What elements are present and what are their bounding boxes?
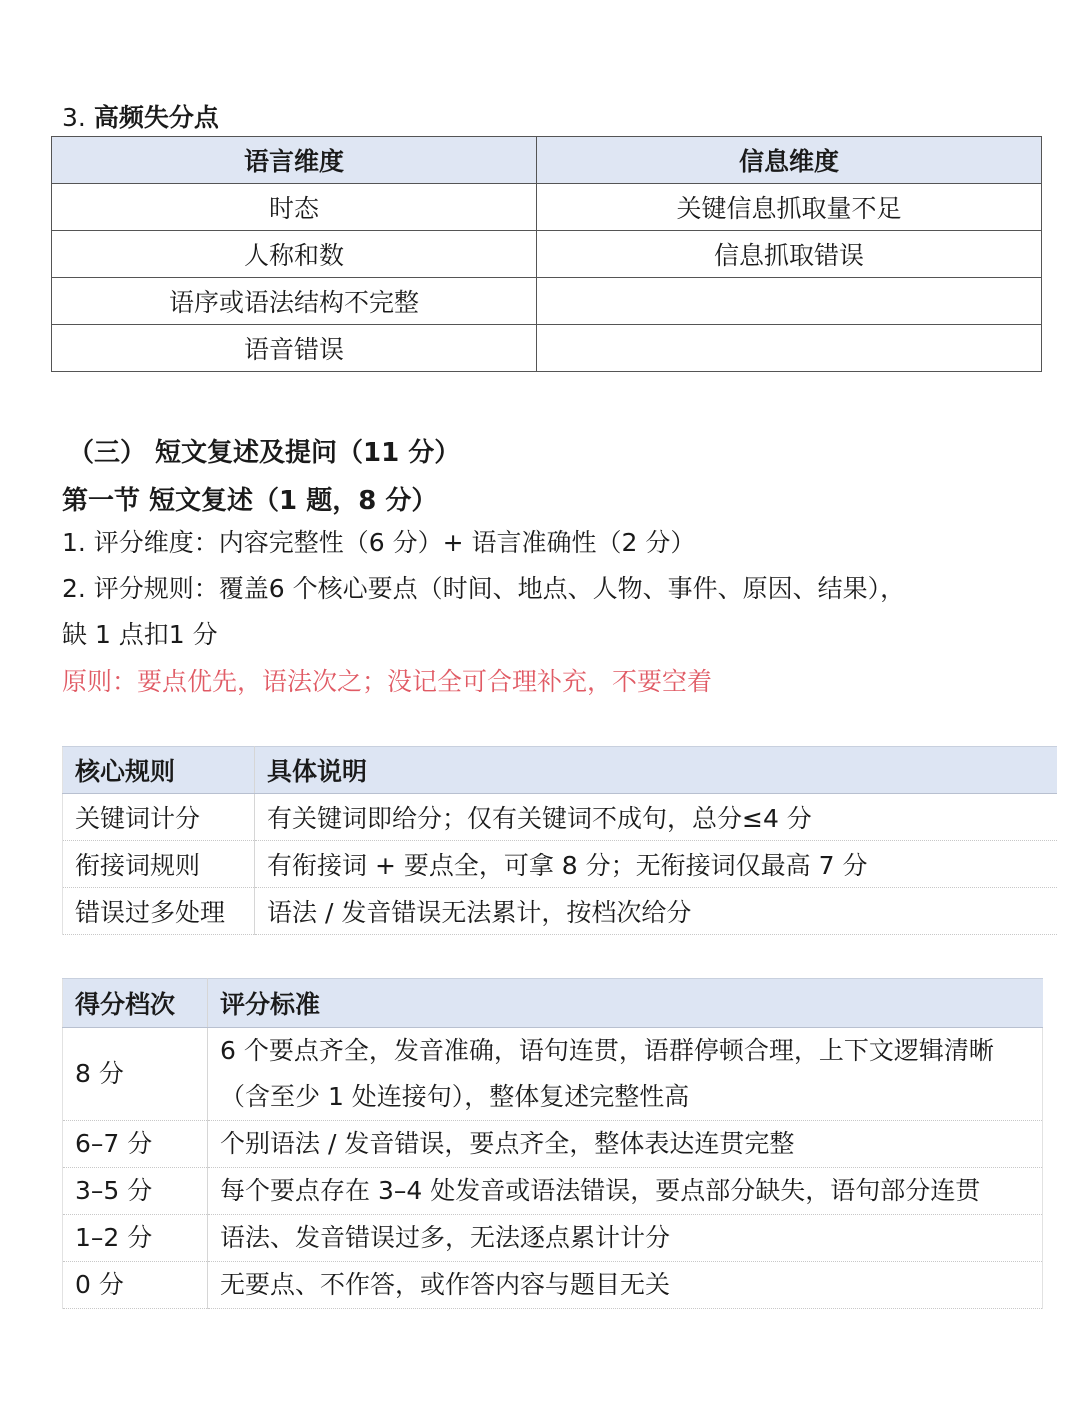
table-row (63, 1215, 1043, 1262)
table-row (52, 325, 1042, 372)
table-cell: 0 分 (63, 1262, 208, 1309)
table-cell (537, 278, 1042, 325)
table-cell: 关键词计分 (63, 794, 255, 841)
table-cell: 个别语法 / 发音错误，要点齐全，整体表达连贯完整 (208, 1121, 1043, 1168)
table-cell: 衔接词规则 (63, 841, 255, 888)
table-cell: 时态 (52, 184, 537, 231)
table-cell: 语法、发音错误过多，无法逐点累计计分 (208, 1215, 1043, 1262)
table-row (52, 278, 1042, 325)
heading-number: 3. (62, 103, 86, 132)
table-cell (537, 325, 1042, 372)
table-row (63, 1121, 1043, 1168)
table-row (63, 1028, 1043, 1121)
table-row (63, 1168, 1043, 1215)
section-title: （三） 短文复述及提问（11 分） (68, 438, 461, 468)
table-row (52, 184, 1042, 231)
score-levels-table (62, 978, 1043, 1309)
table-header: 语言维度 (52, 137, 537, 184)
high-frequency-errors-table (51, 136, 1042, 372)
table-row (63, 888, 1057, 935)
table-header: 信息维度 (537, 137, 1042, 184)
subsection-title: 第一节 短文复述（1 题，8 分） (62, 486, 438, 516)
heading-title: 高频失分点 (93, 103, 219, 132)
table-cell: 6–7 分 (63, 1121, 208, 1168)
table-cell: 人称和数 (52, 231, 537, 278)
table-header: 评分标准 (208, 979, 1043, 1028)
scoring-rule-line-cont: 缺 1 点扣1 分 (62, 620, 218, 649)
table-header: 具体说明 (255, 747, 1057, 794)
table-row (63, 841, 1057, 888)
table-cell: 有衔接词 + 要点全，可拿 8 分；无衔接词仅最高 7 分 (255, 841, 1057, 888)
core-rules-table (62, 746, 1057, 935)
table-cell: 1–2 分 (63, 1215, 208, 1262)
scoring-rule-line: 2. 评分规则：覆盖6 个核心要点（时间、地点、人物、事件、原因、结果）， (62, 574, 906, 603)
table-row (63, 794, 1057, 841)
table-header: 核心规则 (63, 747, 255, 794)
table-cell: 无要点、不作答，或作答内容与题目无关 (208, 1262, 1043, 1309)
table-cell: 语序或语法结构不完整 (52, 278, 537, 325)
table-cell: 6 个要点齐全，发音准确，语句连贯，语群停顿合理，上下文逻辑清晰（含至少 1 处连接句），整体复述完整性高 (208, 1028, 1043, 1121)
principle-note: 原则：要点优先，语法次之；没记全可合理补充，不要空着 (62, 667, 713, 696)
table-cell: 每个要点存在 3–4 处发音或语法错误，要点部分缺失，语句部分连贯 (208, 1168, 1043, 1215)
section-heading-3 (62, 98, 219, 134)
table-cell: 错误过多处理 (63, 888, 255, 935)
scoring-dimension-line: 1. 评分维度：内容完整性（6 分）+ 语言准确性（2 分） (62, 528, 696, 557)
table-row (63, 1262, 1043, 1309)
table-cell: 语音错误 (52, 325, 537, 372)
table-cell: 关键信息抓取量不足 (537, 184, 1042, 231)
table-cell: 语法 / 发音错误无法累计，按档次给分 (255, 888, 1057, 935)
table-cell: 3–5 分 (63, 1168, 208, 1215)
table-row (52, 231, 1042, 278)
table-header: 得分档次 (63, 979, 208, 1028)
table-cell: 信息抓取错误 (537, 231, 1042, 278)
table-cell: 8 分 (63, 1028, 208, 1121)
table-cell: 有关键词即给分；仅有关键词不成句，总分≤4 分 (255, 794, 1057, 841)
